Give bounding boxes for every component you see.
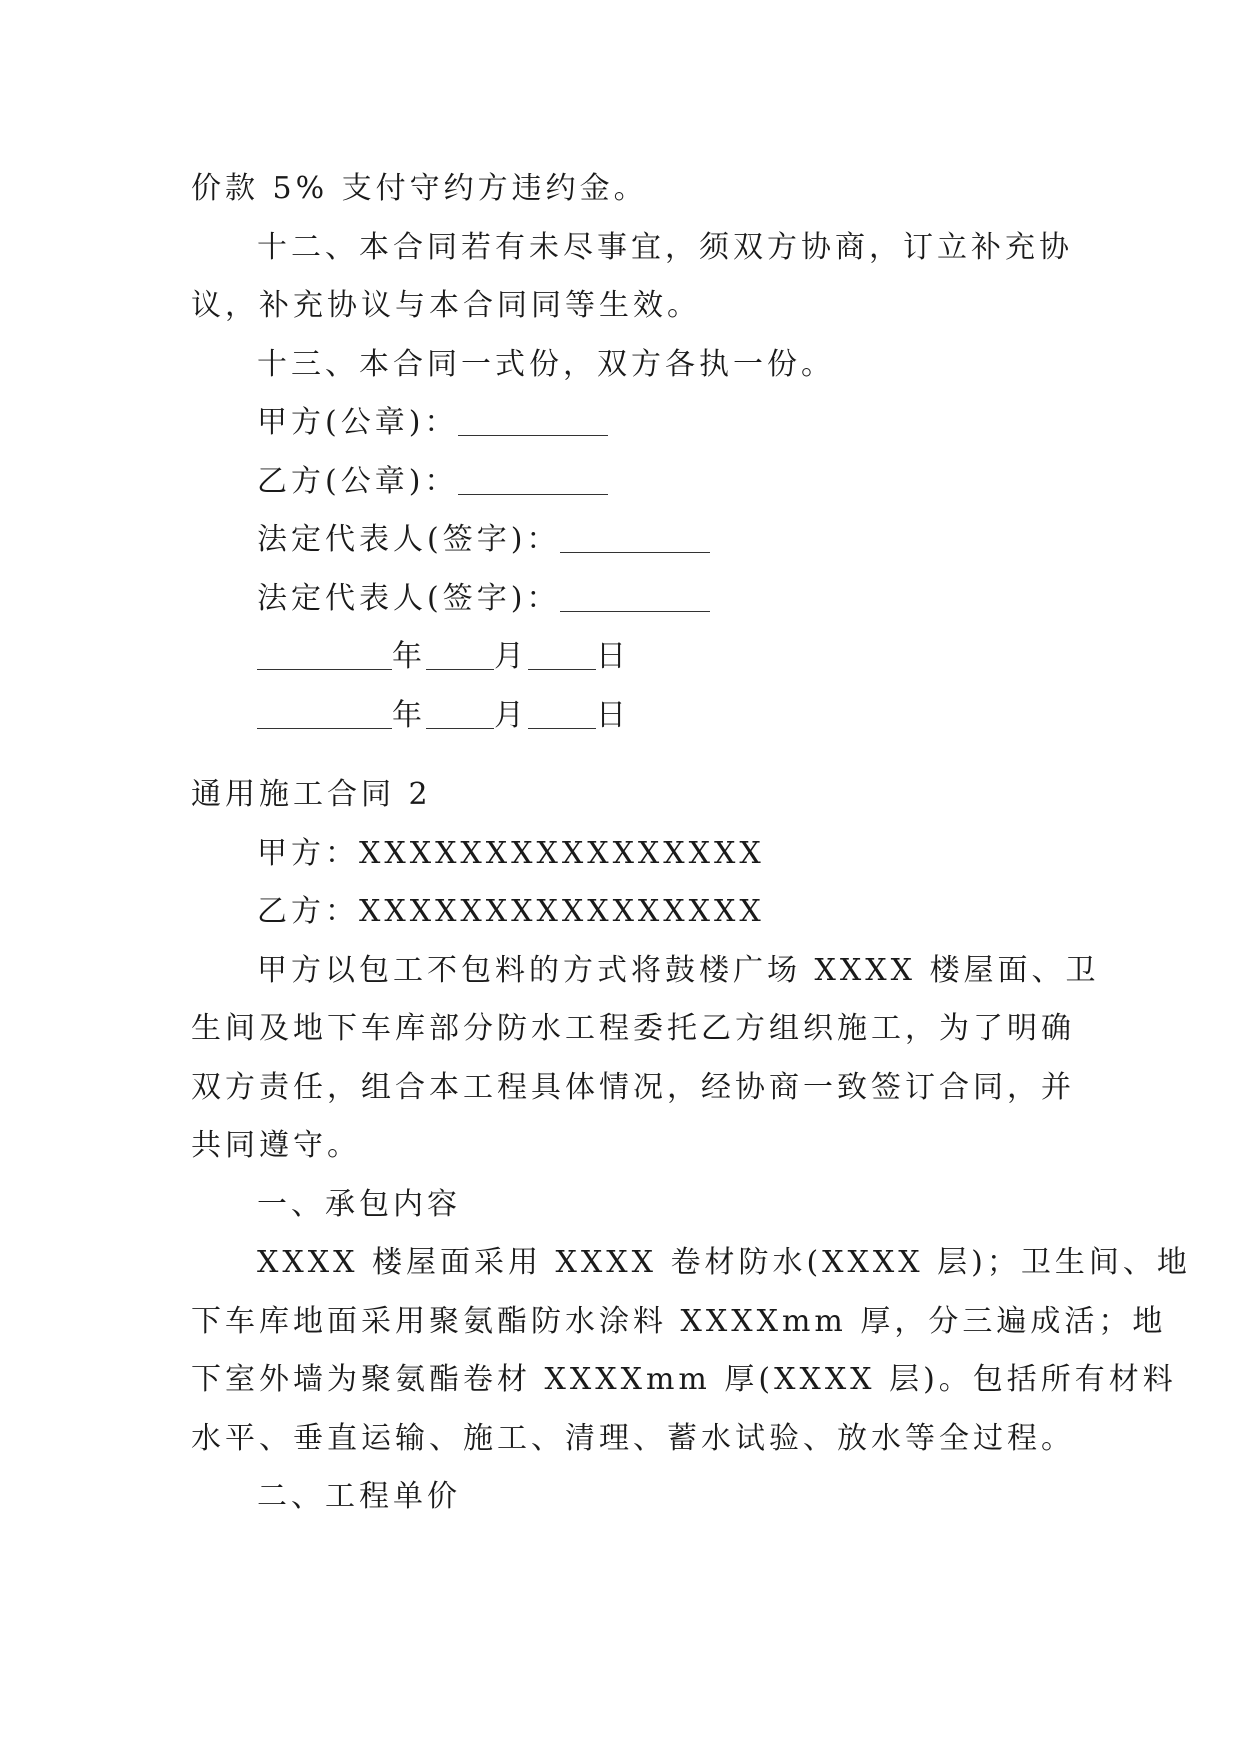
legal-rep-a-blank[interactable] [560, 551, 710, 553]
paragraph-line: 十三、本合同一式份，双方各执一份。 [257, 346, 835, 382]
legal-rep-b-blank[interactable] [560, 610, 710, 612]
party-a-seal-line [191, 394, 1051, 453]
legal-rep-a-label: 法定代表人(签字)： [257, 522, 561, 557]
legal-rep-b-line [191, 570, 1051, 629]
section-1-line: XXXX 楼屋面采用 XXXX 卷材防水(XXXX 层)；卫生间、地 [257, 1245, 1191, 1280]
intro-line: 生间及地下车库部分防水工程委托乙方组织施工，为了明确 [191, 1011, 1075, 1046]
legal-rep-b-label: 法定代表人(签字)： [257, 580, 561, 616]
section-1-heading: 一、承包内容 [257, 1186, 461, 1222]
year-label: 年 [392, 639, 426, 674]
party-b-seal-line [191, 453, 1051, 512]
section-1-line: 下室外墙为聚氨酯卷材 XXXXmm 厚(XXXX 层)。包括所有材料 [191, 1362, 1177, 1397]
intro-line: 共同遵守。 [191, 1128, 361, 1163]
paragraph-line: 十二、本合同若有未尽事宜，须双方协商，订立补充协 [257, 229, 1073, 265]
paragraph-line: 价款 5% 支付守约方违约金。 [191, 171, 648, 206]
month-label: 月 [494, 639, 528, 674]
contract-2-title: 通用施工合同 2 [191, 777, 432, 812]
year-label: 年 [392, 697, 426, 733]
day-blank[interactable] [528, 727, 596, 729]
party-b-seal-label: 乙方(公章)： [257, 463, 459, 499]
party-a-line: 甲方：XXXXXXXXXXXXXXXX [257, 835, 765, 871]
document-page [191, 160, 1191, 1527]
paragraph-line: 议，补充协议与本合同同等生效。 [191, 288, 701, 323]
year-blank[interactable] [257, 727, 392, 729]
party-b-seal-blank[interactable] [458, 493, 608, 495]
party-a-seal-label: 甲方(公章)： [257, 405, 459, 440]
date-line-b [191, 687, 1051, 746]
day-label: 日 [596, 697, 630, 733]
date-line-a [191, 628, 1051, 687]
day-label: 日 [596, 639, 630, 674]
section-1-line: 下车库地面采用聚氨酯防水涂料 XXXXmm 厚，分三遍成活；地 [191, 1303, 1167, 1339]
party-b-line: 乙方：XXXXXXXXXXXXXXXX [257, 894, 765, 929]
party-a-seal-blank[interactable] [458, 434, 608, 436]
legal-rep-a-line [191, 511, 1051, 570]
section-1-line: 水平、垂直运输、施工、清理、蓄水试验、放水等全过程。 [191, 1420, 1075, 1456]
section-2-heading: 二、工程单价 [257, 1479, 461, 1514]
intro-line: 双方责任，组合本工程具体情况，经协商一致签订合同，并 [191, 1069, 1075, 1105]
month-blank[interactable] [426, 727, 494, 729]
month-blank[interactable] [426, 668, 494, 670]
year-blank[interactable] [257, 668, 392, 670]
intro-line: 甲方以包工不包料的方式将鼓楼广场 XXXX 楼屋面、卫 [257, 952, 1100, 988]
month-label: 月 [494, 697, 528, 733]
day-blank[interactable] [528, 668, 596, 670]
